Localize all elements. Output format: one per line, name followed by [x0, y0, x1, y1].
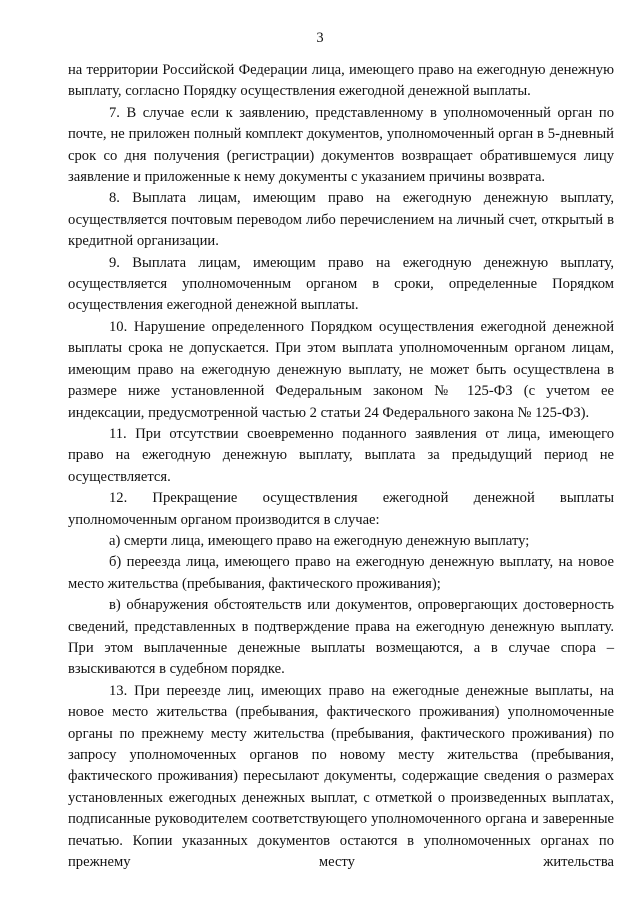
- paragraph-item-7: 7. В случае если к заявлению, представленному в уполномоченный орган по почте, не приложен полный комплект документов, уполномоченный орган в 5-дневный срок со дня получения (регистрации) документов возвращает обратившемуся лицу заявление и приложенные к нему документы с указанием причины возврата.: [68, 104, 614, 186]
- paragraph-item-12a: а) смерти лица, имеющего право на ежегодную денежную выплату;: [109, 532, 530, 549]
- document-body: [68, 60, 614, 873]
- paragraph-item-10: 10. Нарушение определенного Порядком осуществления ежегодной денежной выплаты срока не допускается. При этом выплата уполномоченным органом лицам, имеющим право на ежегодную денежную выплату, не может быть осуществлена в размере ниже установленной Федеральным законом № 125-ФЗ (с учетом ее индексации, предусмотренной частью 2 статьи 24 Федерального закона № 125-ФЗ).: [68, 318, 614, 421]
- paragraph-item-11: 11. При отсутствии своевременно поданного заявления от лица, имеющего право на ежегодную денежную выплату, выплата за предыдущий период не осуществляется.: [68, 425, 614, 485]
- paragraph-item-12: 12. Прекращение осуществления ежегодной денежной выплаты уполномоченным органом производится в случае:: [68, 490, 614, 528]
- paragraph-item-8: 8. Выплата лицам, имеющим право на ежегодную денежную выплату, осуществляется почтовым переводом либо перечислением на личный счет, открытый в кредитной организации.: [68, 190, 614, 250]
- paragraph-item-13: 13. При переезде лиц, имеющих право на ежегодные денежные выплаты, на новое место жительства (пребывания, фактического проживания) уполномоченные органы по прежнему месту жительства (пребывания, фактического проживания) по запросу уполномоченных органов по новому месту жительства (пребывания, фактического проживания) пересылают документы, содержащие сведения о размерах установленных ежегодных денежных выплат, с отметкой о произведенных выплатах, подписанные руководителем соответствующего уполномоченного органа и заверенные печатью. Копии указанных документов остаются в уполномоченных органах по прежнему месту жительства: [68, 682, 614, 871]
- paragraph-item-9: 9. Выплата лицам, имеющим право на ежегодную денежную выплату, осуществляется уполномоченным органом в сроки, определенные Порядком осуществления ежегодной денежной выплаты.: [68, 254, 614, 314]
- page-number: 3: [316, 30, 324, 46]
- paragraph-item-12b: б) переезда лица, имеющего право на ежегодную денежную выплату, на новое место жительства (пребывания, фактического проживания);: [68, 554, 614, 592]
- paragraph-continuation: на территории Российской Федерации лица, имеющего право на ежегодную денежную выплату, согласно Порядку осуществления ежегодной денежной выплаты.: [68, 62, 614, 100]
- paragraph-item-12v: в) обнаружения обстоятельств или документов, опровергающих достоверность сведений, представленных в подтверждение права на ежегодную денежную выплату. При этом выплаченные денежные выплаты возмещаются, а в случае спора – взыскиваются в судебном порядке.: [68, 597, 614, 678]
